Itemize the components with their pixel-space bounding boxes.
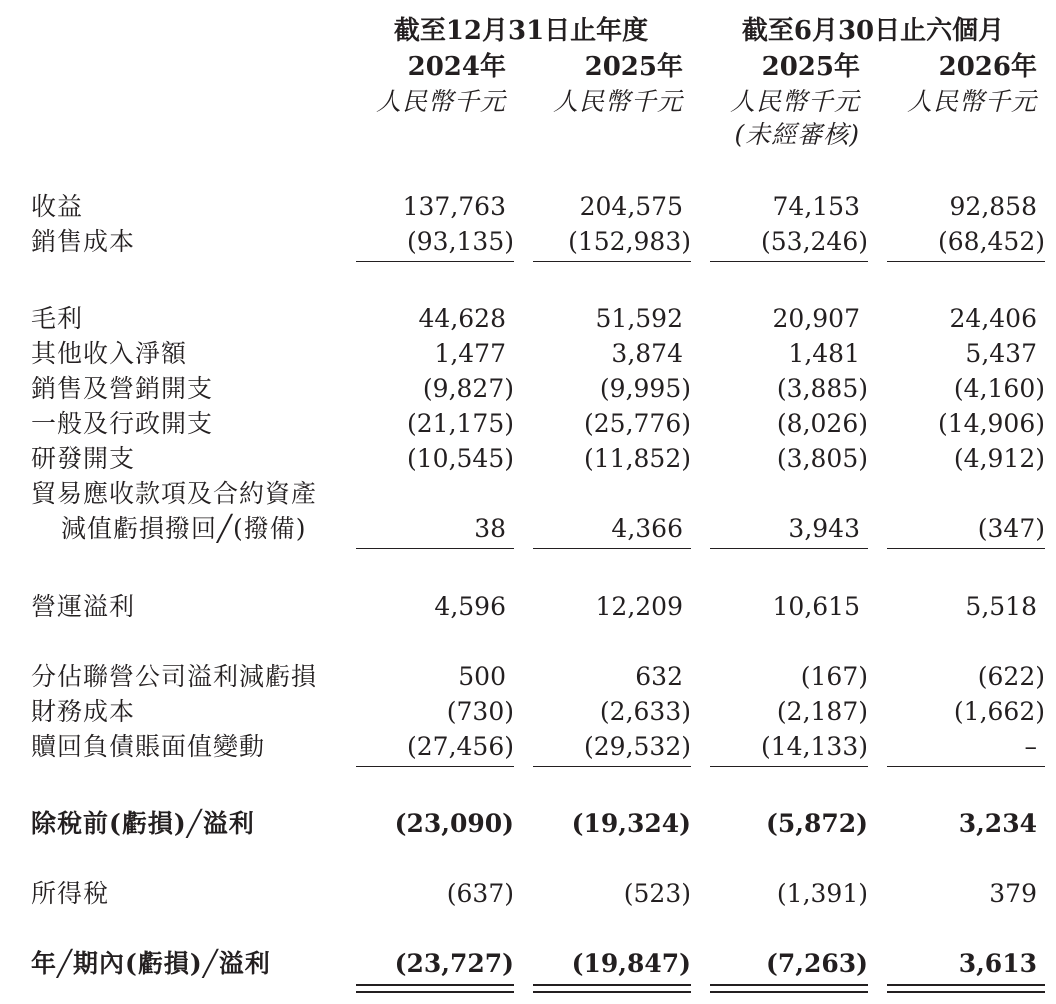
cell-value: (27,456) [407, 732, 514, 761]
total-double-rule [887, 991, 1045, 993]
row-label-admin-expenses: 一般及行政開支 [31, 409, 214, 438]
cell-value: (2,633) [599, 697, 691, 726]
subtotal-rule [356, 261, 514, 262]
total-double-rule [710, 984, 868, 986]
subtotal-rule [710, 261, 868, 262]
header-group-interim: 截至6月30日止六個月 [741, 16, 1005, 46]
subtotal-rule [356, 548, 514, 549]
row-label-rnd-expenses: 研發開支 [31, 444, 136, 473]
column-unit: 人民幣千元 [729, 87, 860, 116]
cell-value: 20,907 [772, 304, 860, 333]
cell-value: (730) [446, 697, 514, 726]
row-label-cost-of-sales: 銷售成本 [31, 227, 136, 256]
row-label-income-tax: 所得稅 [31, 879, 110, 908]
row-label-share-of-associates: 分佔聯營公司溢利減虧損 [31, 662, 318, 691]
row-label-finance-costs: 財務成本 [31, 697, 136, 726]
cell-value: 51,592 [595, 304, 683, 333]
cell-value: 24,406 [949, 304, 1037, 333]
cell-value: (152,983) [568, 227, 691, 256]
subtotal-rule [710, 548, 868, 549]
cell-value: (19,847) [571, 949, 691, 978]
cell-value: (7,263) [766, 949, 868, 978]
cell-value: (11,852) [584, 444, 691, 473]
cell-value: 3,874 [611, 339, 683, 368]
cell-value: 74,153 [772, 192, 860, 221]
total-double-rule [356, 984, 514, 986]
cell-value: (93,135) [407, 227, 514, 256]
cell-value: (68,452) [938, 227, 1045, 256]
cell-value: – [1024, 732, 1037, 761]
subtotal-rule [887, 261, 1045, 262]
cell-value: 204,575 [579, 192, 683, 221]
cell-value: (29,532) [584, 732, 691, 761]
row-label-impairment-line2: 減值虧損撥回╱(撥備) [61, 514, 307, 543]
cell-value: (9,995) [599, 374, 691, 403]
cell-value: 379 [989, 879, 1037, 908]
column-year-2025-interim: 2025年 [761, 52, 860, 82]
cell-value: (9,827) [422, 374, 514, 403]
cell-value: 5,518 [965, 592, 1037, 621]
subtotal-rule [356, 766, 514, 767]
total-double-rule [356, 991, 514, 993]
total-double-rule [533, 984, 691, 986]
subtotal-rule [887, 766, 1045, 767]
cell-value: 632 [635, 662, 683, 691]
cell-value: 500 [458, 662, 506, 691]
row-label-selling-expenses: 銷售及營銷開支 [31, 374, 214, 403]
column-year-2025-annual: 2025年 [584, 52, 683, 82]
cell-value: 44,628 [418, 304, 506, 333]
row-label-operating-profit: 營運溢利 [31, 592, 136, 621]
cell-value: (4,160) [953, 374, 1045, 403]
cell-value: (523) [623, 879, 691, 908]
total-double-rule [710, 991, 868, 993]
cell-value: (8,026) [776, 409, 868, 438]
cell-value: (23,090) [394, 809, 514, 838]
header-group-annual: 截至12月31日止年度 [393, 16, 649, 46]
cell-value: 92,858 [949, 192, 1037, 221]
cell-value: (5,872) [766, 809, 868, 838]
cell-value: (14,906) [938, 409, 1045, 438]
cell-value: (1,391) [776, 879, 868, 908]
row-label-impairment-line1: 貿易應收款項及合約資產 [31, 479, 318, 508]
cell-value: (637) [446, 879, 514, 908]
column-year-2026-interim: 2026年 [938, 52, 1037, 82]
cell-value: 3,943 [788, 514, 860, 543]
cell-value: (21,175) [407, 409, 514, 438]
subtotal-rule [710, 766, 868, 767]
column-unit: 人民幣千元 [375, 87, 506, 116]
cell-value: (53,246) [761, 227, 868, 256]
cell-value: 4,596 [434, 592, 506, 621]
cell-value: (4,912) [953, 444, 1045, 473]
row-label-profit-before-tax: 除稅前(虧損)╱溢利 [31, 809, 255, 838]
cell-value: 3,234 [958, 809, 1037, 838]
subtotal-rule [533, 261, 691, 262]
row-label-other-income: 其他收入淨額 [31, 339, 188, 368]
cell-value: (3,805) [776, 444, 868, 473]
cell-value: (2,187) [776, 697, 868, 726]
cell-value: (622) [977, 662, 1045, 691]
cell-value: 1,481 [788, 339, 860, 368]
cell-value: 4,366 [611, 514, 683, 543]
column-unit: 人民幣千元 [906, 87, 1037, 116]
row-label-redemption-liability: 贖回負債賬面值變動 [31, 732, 266, 761]
cell-value: 3,613 [958, 949, 1037, 978]
cell-value: (1,662) [953, 697, 1045, 726]
cell-value: 5,437 [965, 339, 1037, 368]
unaudited-note: (未經審核) [734, 120, 860, 149]
cell-value: 38 [474, 514, 506, 543]
cell-value: 12,209 [595, 592, 683, 621]
cell-value: (23,727) [394, 949, 514, 978]
cell-value: 10,615 [772, 592, 860, 621]
row-label-revenue: 收益 [31, 192, 84, 221]
total-double-rule [887, 984, 1045, 986]
column-year-2024: 2024年 [407, 52, 506, 82]
cell-value: (10,545) [407, 444, 514, 473]
cell-value: 137,763 [402, 192, 506, 221]
row-label-gross-profit: 毛利 [31, 304, 84, 333]
total-double-rule [533, 991, 691, 993]
subtotal-rule [533, 548, 691, 549]
cell-value: (14,133) [761, 732, 868, 761]
cell-value: (19,324) [571, 809, 691, 838]
cell-value: (25,776) [584, 409, 691, 438]
subtotal-rule [887, 548, 1045, 549]
subtotal-rule [533, 766, 691, 767]
cell-value: (167) [800, 662, 868, 691]
column-unit: 人民幣千元 [552, 87, 683, 116]
cell-value: (3,885) [776, 374, 868, 403]
cell-value: 1,477 [434, 339, 506, 368]
row-label-net-result: 年╱期內(虧損)╱溢利 [31, 949, 271, 978]
cell-value: (347) [977, 514, 1045, 543]
